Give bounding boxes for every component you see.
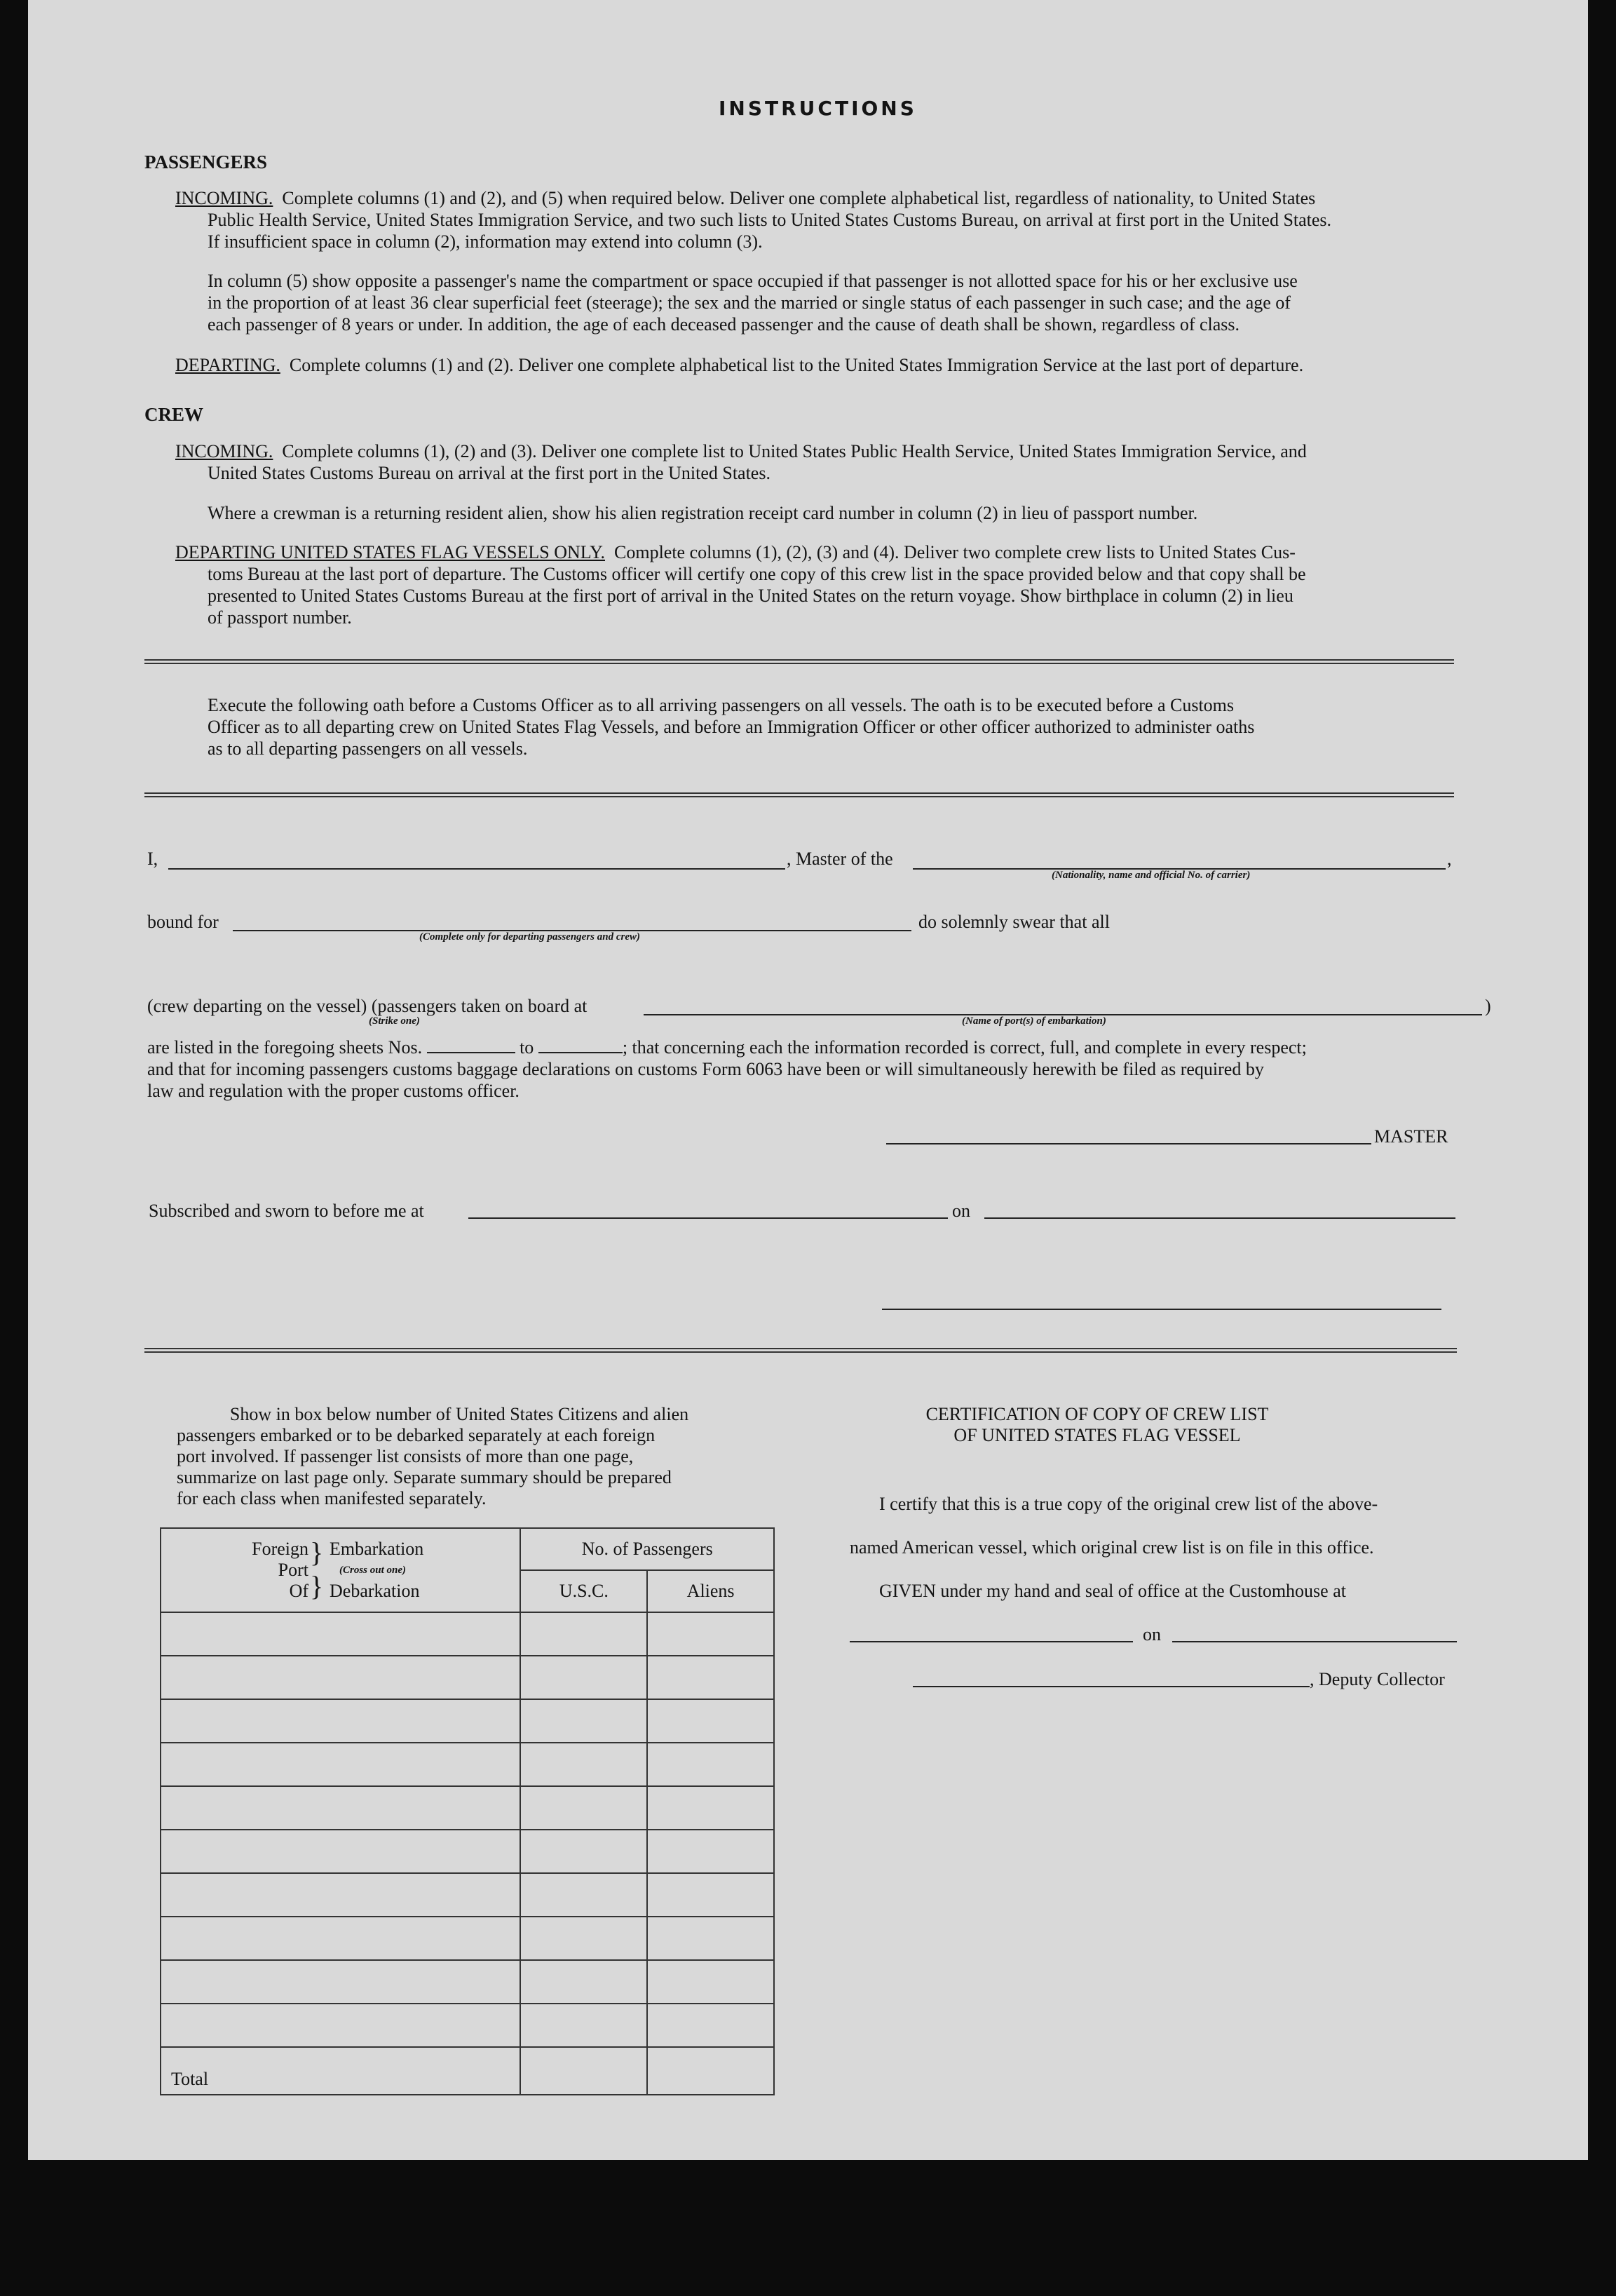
- port-header-cell: [161, 1528, 520, 1612]
- brace-icon: }: [310, 1570, 324, 1602]
- aliens-cell[interactable]: [647, 1917, 774, 1960]
- usc-cell[interactable]: [520, 1960, 647, 2004]
- embarkation-label: Embarkation: [330, 1539, 424, 1559]
- swear-text: do solemnly swear that all: [918, 912, 1110, 932]
- table-row: [161, 1873, 774, 1917]
- port-label: Port: [278, 1560, 308, 1580]
- oath-instruction: [208, 694, 1392, 759]
- officer-signature-field[interactable]: [882, 1309, 1441, 1310]
- summary-line-4: summarize on last page only. Separate summary should be prepared: [177, 1467, 672, 1487]
- passengers-departing-instructions: [175, 354, 1451, 376]
- table-row: [161, 1612, 774, 1656]
- close-paren: ): [1485, 996, 1491, 1016]
- oath-line-3: law and regulation with the proper customs officer.: [147, 1081, 520, 1101]
- port-cell[interactable]: [161, 1873, 520, 1917]
- usc-cell[interactable]: [520, 1699, 647, 1743]
- usc-total-cell[interactable]: [520, 2047, 647, 2095]
- port-cell[interactable]: [161, 1699, 520, 1743]
- summary-instructions: [177, 1404, 742, 1509]
- sworn-date-field[interactable]: [984, 1217, 1455, 1219]
- divider: [144, 659, 1454, 664]
- table-row: [161, 1960, 774, 2004]
- port-cell[interactable]: [161, 1743, 520, 1786]
- to-label: to: [520, 1037, 534, 1058]
- debarkation-label: Debarkation: [330, 1581, 420, 1601]
- table-row: [161, 2004, 774, 2047]
- port-cell[interactable]: [161, 1917, 520, 1960]
- usc-cell[interactable]: [520, 1743, 647, 1786]
- listed-rest: ; that concerning each the information recorded is correct, full, and complete in every respect;: [622, 1037, 1307, 1058]
- subscribed-label: Subscribed and sworn to before me at: [149, 1201, 424, 1221]
- crew-incoming-label: INCOMING.: [175, 441, 273, 461]
- passengers-departing-text: Complete columns (1) and (2). Deliver one complete alphabetical list to the United States Immigration Service at the last port of departure.: [289, 355, 1304, 375]
- bound-for-label: bound for: [147, 912, 219, 932]
- certification-line-3: GIVEN under my hand and seal of office at the Customhouse at: [879, 1581, 1346, 1601]
- crew-incoming-line-1: Complete columns (1), (2) and (3). Deliver one complete list to United States Public Health Service, United States Immigration Service, and: [282, 441, 1307, 461]
- oath-instruction-line-2: Officer as to all departing crew on United States Flag Vessels, and before an Immigration Officer or other officer authorized to administer oaths: [208, 717, 1255, 737]
- incoming-label: INCOMING.: [175, 188, 273, 208]
- brace-icon: }: [310, 1537, 324, 1568]
- certification-title: [834, 1404, 1360, 1446]
- sworn-location-field[interactable]: [468, 1217, 948, 1219]
- master-signature-field[interactable]: [886, 1143, 1371, 1144]
- column-5-line-3: each passenger of 8 years or under. In addition, the age of each deceased passenger and the cause of death shall be shown, regardless of class.: [208, 314, 1240, 335]
- sheet-to-field[interactable]: [538, 1052, 623, 1053]
- master-label: MASTER: [1374, 1126, 1448, 1147]
- of-label: Of: [289, 1581, 308, 1601]
- summary-line-5: for each class when manifested separately.: [177, 1488, 487, 1508]
- passengers-incoming-instructions: [175, 187, 1451, 252]
- table-row: [161, 1743, 774, 1786]
- oath-body: [147, 1036, 1455, 1102]
- oath-i-label: I,: [147, 849, 158, 869]
- sworn-on-label: on: [952, 1201, 970, 1221]
- foreign-label: Foreign: [252, 1539, 308, 1559]
- port-cell[interactable]: [161, 1830, 520, 1873]
- passengers-incoming-line-1: Complete columns (1) and (2), and (5) when required below. Deliver one complete alphabetical list, regardless of nationality, to United States: [282, 188, 1316, 208]
- oath-line-2: and that for incoming passengers customs baggage declarations on customs Form 6063 have been or will simultaneously herewith be filed as required by: [147, 1059, 1264, 1079]
- crew-departing-instructions: [175, 541, 1451, 628]
- column-5-line-1: In column (5) show opposite a passenger's name the compartment or space occupied if that passenger is not allotted space for his or her exclusive use: [208, 271, 1298, 291]
- summary-line-2: passengers embarked or to be debarked separately at each foreign: [177, 1425, 656, 1445]
- usc-cell[interactable]: [520, 1786, 647, 1830]
- deputy-collector-label: , Deputy Collector: [1310, 1669, 1445, 1689]
- summary-line-1: Show in box below number of United States Citizens and alien: [229, 1404, 689, 1424]
- divider: [144, 1348, 1457, 1353]
- passengers-incoming-line-2: Public Health Service, United States Immigration Service, and two such lists to United States Customs Bureau, on arrival at first port in the United States.: [208, 210, 1332, 230]
- master-name-field[interactable]: [168, 868, 785, 870]
- crew-departing-text: (crew departing on the vessel) (passengers taken on board at: [147, 996, 588, 1016]
- bound-for-note: (Complete only for departing passengers and crew): [419, 931, 640, 943]
- crew-departing-line-2: toms Bureau at the last port of departure. The Customs officer will certify one copy of this crew list in the space provided below and that copy shall be: [208, 564, 1306, 584]
- certification-title-line-2: OF UNITED STATES FLAG VESSEL: [953, 1425, 1241, 1445]
- certification-line-1: I certify that this is a true copy of the original crew list of the above-: [879, 1494, 1378, 1514]
- aliens-cell[interactable]: [647, 1656, 774, 1699]
- oath-comma: ,: [1447, 849, 1452, 869]
- carrier-note: (Nationality, name and official No. of carrier): [1052, 870, 1251, 881]
- usc-cell[interactable]: [520, 1830, 647, 1873]
- usc-header: U.S.C.: [520, 1570, 647, 1612]
- aliens-cell[interactable]: [647, 1743, 774, 1786]
- master-of-label: , Master of the: [787, 849, 893, 869]
- crew-departing-line-3: presented to United States Customs Bureau at the first port of arrival in the United States on the return voyage. Show birthplace in column (2) in lieu: [208, 586, 1294, 606]
- table-row: [161, 1917, 774, 1960]
- crew-departing-label: DEPARTING UNITED STATES FLAG VESSELS ONLY.: [175, 542, 605, 562]
- sheet-from-field[interactable]: [427, 1052, 515, 1053]
- aliens-cell[interactable]: [647, 1612, 774, 1656]
- aliens-total-cell[interactable]: [647, 2047, 774, 2095]
- usc-cell[interactable]: [520, 1612, 647, 1656]
- crew-departing-line-1: Complete columns (1), (2), (3) and (4). Deliver two complete crew lists to United States Cus-: [614, 542, 1296, 562]
- column-5-instructions: [208, 270, 1451, 335]
- port-cell[interactable]: [161, 1786, 520, 1830]
- port-cell[interactable]: [161, 1960, 520, 2004]
- no-of-passengers-header: No. of Passengers: [520, 1528, 774, 1570]
- crew-heading: CREW: [144, 404, 204, 425]
- port-cell[interactable]: [161, 2004, 520, 2047]
- table-row: [161, 1699, 774, 1743]
- oath-instruction-line-1: Execute the following oath before a Customs Officer as to all arriving passengers on all vessels. The oath is to be executed before a Customs: [208, 695, 1235, 715]
- aliens-cell[interactable]: [647, 1960, 774, 2004]
- page-title: INSTRUCTIONS: [719, 97, 917, 120]
- aliens-cell[interactable]: [647, 1873, 774, 1917]
- aliens-header: Aliens: [647, 1570, 774, 1612]
- table-row: [161, 1656, 774, 1699]
- departing-label: DEPARTING.: [175, 355, 280, 375]
- oath-instruction-line-3: as to all departing passengers on all vessels.: [208, 738, 528, 759]
- aliens-cell[interactable]: [647, 1786, 774, 1830]
- usc-cell[interactable]: [520, 1656, 647, 1699]
- divider: [144, 792, 1454, 797]
- listed-label: are listed in the foregoing sheets Nos.: [147, 1037, 423, 1058]
- aliens-cell[interactable]: [647, 2004, 774, 2047]
- usc-cell[interactable]: [520, 1873, 647, 1917]
- crew-departing-line-4: of passport number.: [208, 607, 352, 628]
- table-row: [161, 1786, 774, 1830]
- certification-date-field[interactable]: [1172, 1641, 1457, 1642]
- crew-resident-instructions: Where a crewman is a returning resident alien, show his alien registration receipt card number in column (2) in lieu of passport number.: [208, 503, 1198, 523]
- passengers-incoming-line-3: If insufficient space in column (2), information may extend into column (3).: [208, 231, 763, 252]
- total-label: Total: [161, 2047, 520, 2095]
- aliens-cell[interactable]: [647, 1699, 774, 1743]
- passengers-heading: PASSENGERS: [144, 151, 268, 173]
- certification-title-line-1: CERTIFICATION OF COPY OF CREW LIST: [925, 1404, 1269, 1424]
- crew-incoming-instructions: [175, 440, 1451, 484]
- table-row: [161, 1830, 774, 1873]
- total-row: [161, 2047, 774, 2095]
- certification-on-label: on: [1143, 1624, 1161, 1645]
- customhouse-field[interactable]: [850, 1641, 1133, 1642]
- certification-line-2: named American vessel, which original crew list is on file in this office.: [850, 1537, 1374, 1558]
- aliens-cell[interactable]: [647, 1830, 774, 1873]
- crew-incoming-line-2: United States Customs Bureau on arrival at the first port in the United States.: [208, 463, 770, 483]
- port-cell[interactable]: [161, 1656, 520, 1699]
- deputy-signature-field[interactable]: [913, 1686, 1310, 1687]
- column-5-line-2: in the proportion of at least 36 clear superficial feet (steerage); the sex and the married or single status of each passenger in such case; and the age of: [208, 292, 1291, 313]
- summary-line-3: port involved. If passenger list consists of more than one page,: [177, 1446, 634, 1466]
- passenger-summary-table: [160, 1527, 775, 2095]
- usc-cell[interactable]: [520, 2004, 647, 2047]
- strike-note: (Strike one): [369, 1015, 420, 1027]
- cross-out-note: (Cross out one): [339, 1565, 407, 1576]
- port-note: (Name of port(s) of embarkation): [962, 1015, 1106, 1027]
- port-cell[interactable]: [161, 1612, 520, 1656]
- usc-cell[interactable]: [520, 1917, 647, 1960]
